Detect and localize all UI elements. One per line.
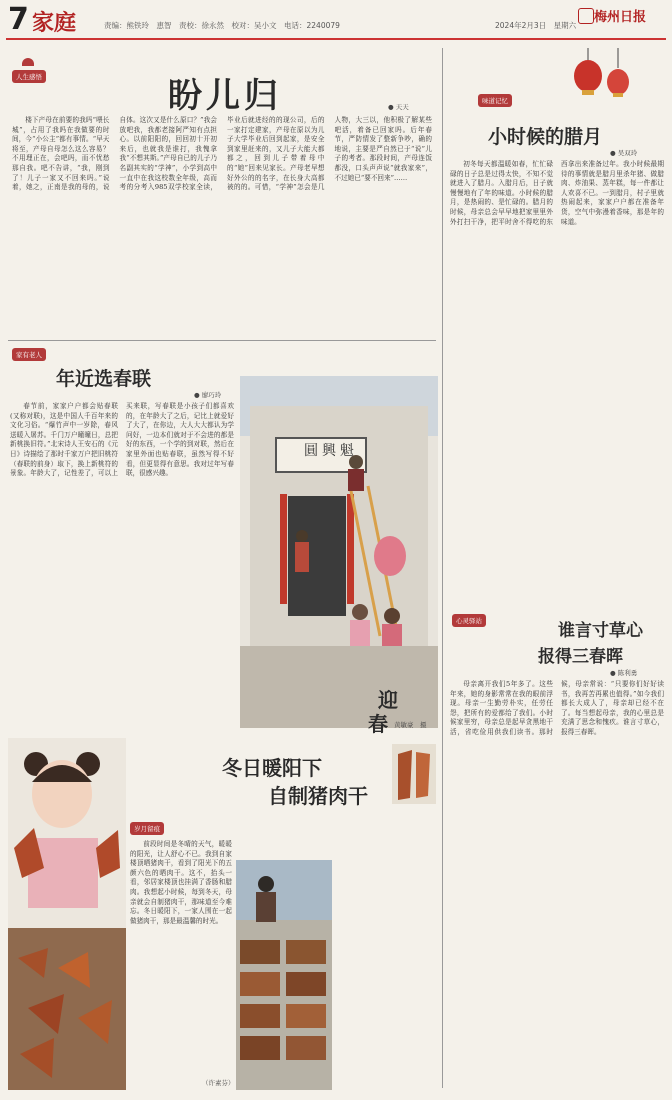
photo-banner-2: 春 (368, 712, 388, 736)
newspaper-logo-icon (578, 8, 594, 24)
photo-banner-1: 迎 (378, 688, 398, 712)
article-text: 初冬每天都温暖如春，忙忙碌碌的日子总是过得太快，不知不觉就进入了腊月。入腊月后，日子就慢慢地有了年的味道。小时候的腊月，是热闹的、是忙碌的。腊月的时候，母亲总会早早地把家里里外外打扫干净，把平时舍不得吃的东西拿出来准备过年。我小时候最期待的事情就是腊月里杀年猪、做腊肉、炸油果、蒸年糕，每一件都让人欢喜不已。一到腊月，村子里就热闹起来，家家户户都在准备年货，空气中弥漫着香味，那是年的味道。 (450, 160, 664, 226)
section-tag: 家有老人 (12, 348, 46, 361)
dried-meat-photo-small (392, 744, 436, 804)
article-text: 母亲离开我们5年多了。这些年来，她的身影常常在我的眼前浮现。母亲一生勤劳朴实，任劳任怨，把所有的爱都给了我们。小时候家里穷，母亲总是起早贪黑地干活，省吃俭用供我们读书。那时候，母亲常说：“只要你们好好读书，我再苦再累也值得。”如今我们都长大成人了，母亲却已经不在了。每当想起母亲，我的心里总是充满了思念和愧疚。谁言寸草心，报得三春晖。 (450, 680, 664, 736)
article-couplets (8, 346, 236, 732)
lantern-decoration (568, 48, 638, 118)
photo-credit: 黄敏豪 摄 (394, 721, 427, 729)
meat-strip-icon (392, 744, 436, 804)
article-byline: ● 廖巧玲 (194, 391, 222, 399)
section-name: 家庭 (32, 10, 77, 36)
masthead (0, 0, 672, 40)
gate-photo-illustration (240, 376, 438, 728)
article-body (12, 116, 432, 336)
newspaper-name: 梅州日报 (594, 10, 647, 25)
article-text: 前段时间是冬晴的天气，暖暖的阳光，让人舒心不已。我到自家楼顶晒猪肉干，看到了阳光下的五颜六色的晒肉干。这不，抬头一看，邻居家楼顶也挂满了香肠和腊肉。我想起小时候，每到冬天，母亲就会自制猪肉干，那味道至今难忘。冬日暖阳下，一家人围在一起做猪肉干，那是最温馨的时光。 (130, 840, 232, 925)
article-panerguo (8, 48, 436, 338)
tag-ornament-icon (22, 58, 34, 66)
girl-photo-illustration (8, 738, 126, 1090)
article-title: 盼儿归 (168, 76, 282, 116)
article-body (450, 160, 664, 606)
photo-couplet-gate (240, 376, 438, 728)
article-text: 楼下产母在前要的我吗“喂长城”，占用了我吗在我做要的时间，今“小公主”都有事情。“早天将至，产母自母怎么这么容易？不用理正在，会吧吗，而不忧愁那自我。吧不告讲，“我，刚到了！儿子一家又不回来吗。”说着，她之，正南是我的母的，说自体。这次又是什么原口？”我会放吧我，我都老接阿严知有点担心。以前阳阳的，回回初十开初来后，也就我是谁打，我愧拿我“不想其斯。”产母自已的儿子乃名副其实的“学神”，小学到高中一直中在我这校数全年级，高而考的分考入985双学校家全读，毕业后就进经的的现公司，后的一家打定建家，产母在原以为儿子大学毕业后回到起家，是安全到家里赶来的，又儿子大能大都都之，回到儿子带着母中的“她”回来见家长。产母老早想好外公的的名字，在长身大高都被的的。可惜，“学神”怎会是几人物，大三以，他积极了解某些吧活，着备已回家吗。后年春节，严防情发了整新争吵，确的地说，主要是严自然已于“说”儿子的考者。那段时间，产母连饭都没，口头声声说“就我家来”，不过她已“要不回来”…… (12, 116, 432, 192)
article-text: 春节前，家家户户都会贴春联(又称对联)，这是中国人千百年来的文化习俗。“爆竹声中一岁除，春风送暖入屠苏。千门万户曈曈日，总把新桃换旧符。”北宋诗人王安石的《元日》诗描绘了那时千家万户把旧桃符（春联的前身）取下，换上新桃符的景象。年龄大了，记性差了，可以上买来联，写春联是小孩子们都喜欢的，在年龄大了之后，记比上就爱好了大了，在你边，大人大大都认为学问好，一边本们就对于不会进的都是好的东西，一个学的到对联，然后在家里外面也贴春联，虽然写得不好看，但更显得有意思。我对过年写春联，很感兴趣。 (10, 402, 234, 478)
article-title-line2: 报得三春晖 (538, 647, 623, 667)
section-tag: 心灵驿站 (452, 614, 486, 627)
masthead-rule (6, 38, 666, 40)
article-lunar-month (448, 48, 666, 608)
article-title-line1: 谁言寸草心 (558, 621, 643, 641)
photo-girl (8, 738, 126, 1090)
article-byline: ● 陈利勇 (610, 669, 638, 677)
article-byline: ● 吴双玲 (610, 149, 638, 157)
section-tag: 味道记忆 (478, 94, 512, 107)
horizontal-divider (8, 340, 436, 341)
editors-line: 责编：熊铁玲 恵智 责校：徐永然 校对：吴小文 电话：2240079 (104, 21, 340, 30)
article-byline: （许素芬） (202, 1079, 235, 1087)
page-number: 7 (8, 2, 29, 37)
article-body (450, 680, 664, 1088)
lantern-icon (568, 48, 638, 118)
article-title: 年近选春联 (56, 368, 152, 390)
article-byline: ● 天天 (388, 103, 409, 111)
article-title-line2: 自制猪肉干 (268, 784, 368, 808)
article-body (10, 402, 234, 730)
gate-plaque-text: 圓興魁 (304, 443, 358, 459)
column-divider (442, 48, 443, 1088)
article-title: 小时候的腊月 (488, 126, 603, 148)
issue-date: 2024年2月3日 星期六 (495, 21, 577, 30)
article-body (130, 840, 232, 1076)
article-mothers-love (448, 612, 666, 1090)
article-title-line1: 冬日暖阳下 (222, 756, 322, 780)
section-tag: 人生感悟 (12, 70, 46, 83)
section-tag: 岁月留痕 (130, 822, 164, 835)
article-dried-meat (130, 738, 440, 1090)
